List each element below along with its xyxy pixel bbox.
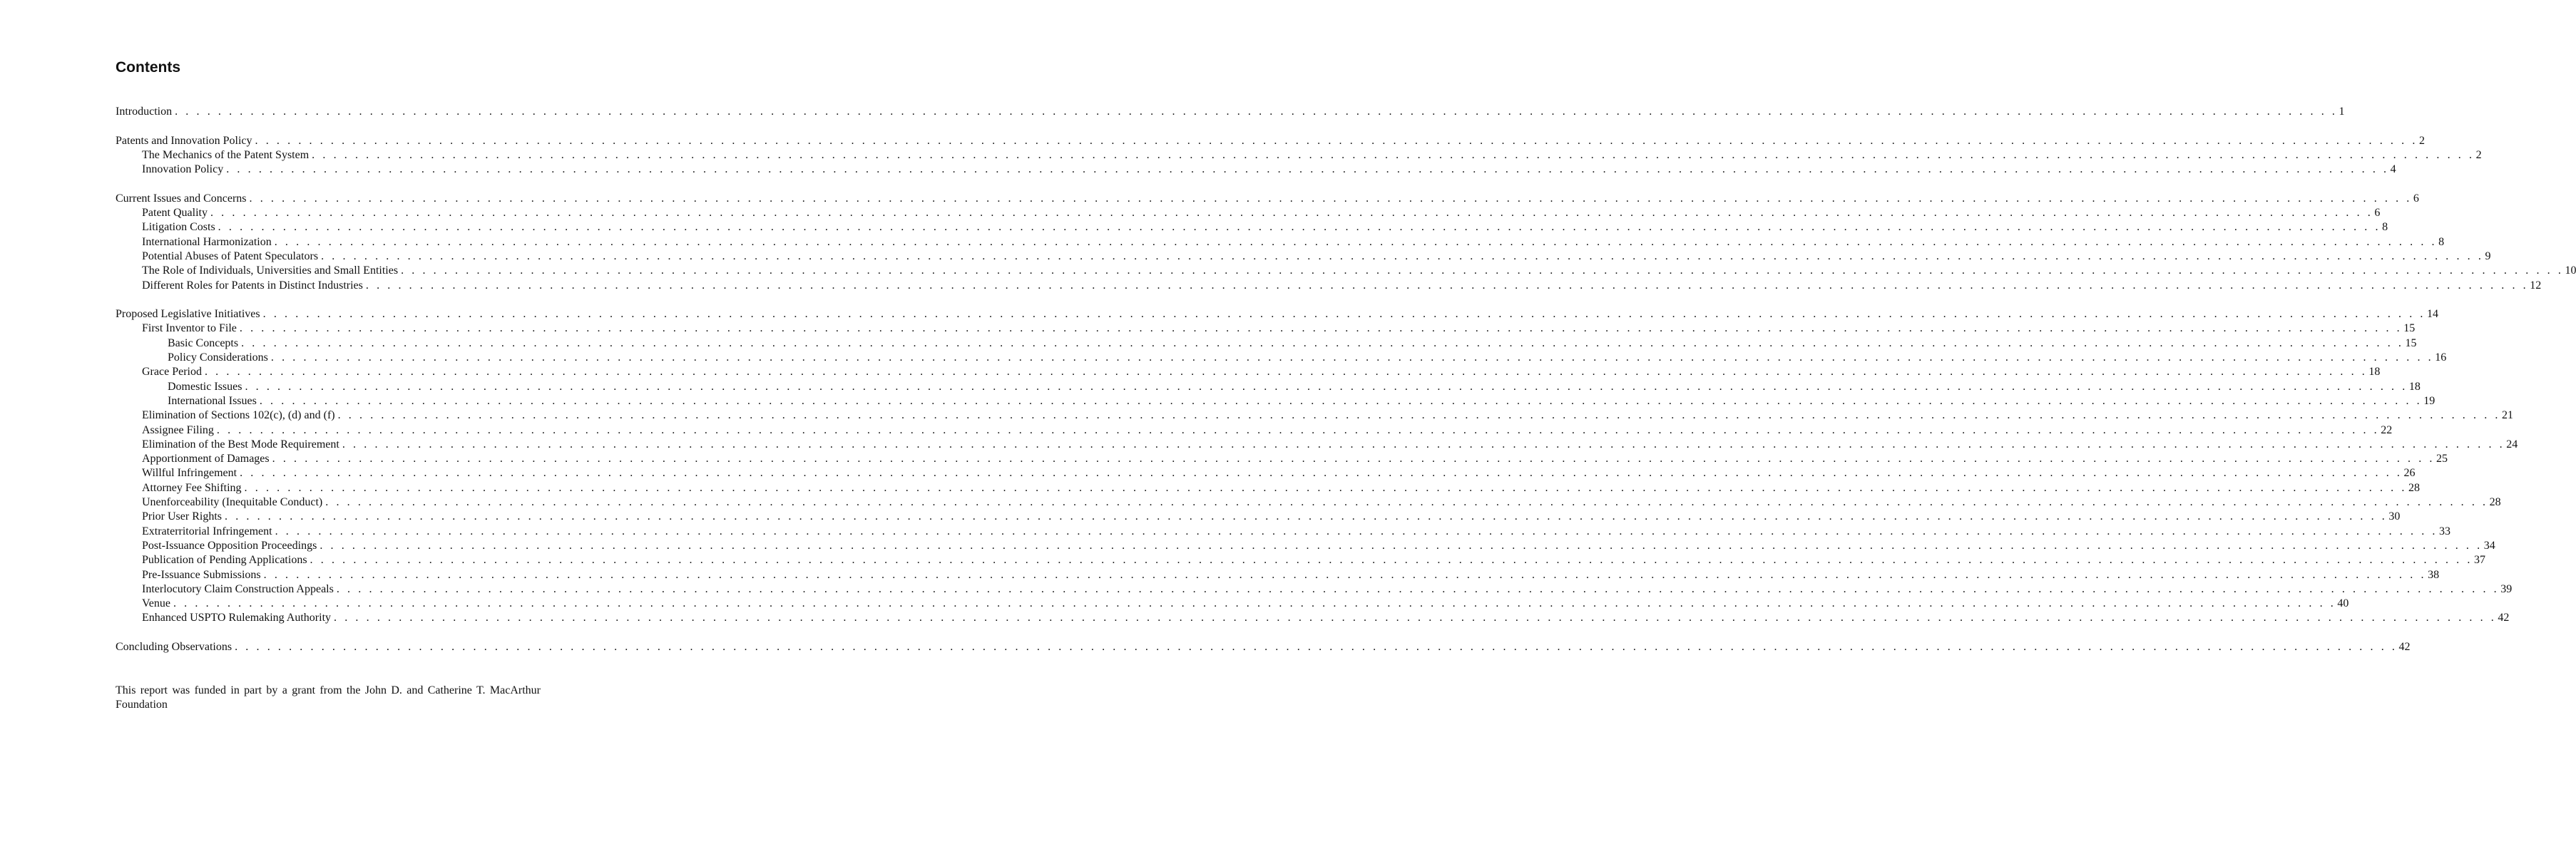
toc-entry-title: Patents and Innovation Policy — [116, 134, 252, 147]
toc-entry-title: Venue — [142, 597, 170, 610]
toc-dot-leader: . . . . . . . . . . . . . . . . . . . . . . . . . . . . . . . . . . . . . . . . . . . . . . . . . . . . . . . . . . . . . . . . . . . . . . . . . . . . . . . . . . . . . . . . . . . . . . . . . . . . . . . . . . . . . . . . . . . . . . . . . . . . . . . . . . . . . . . . . . . . . . . . . . . . . . . . . . . . . . . . . . . . . . . . . . . . . . . . . . . . . . . . . . . . . . . . . . . . . . . . — [218, 221, 2381, 234]
toc-entry-title: First Inventor to File — [142, 322, 237, 335]
toc-entry — [116, 206, 2381, 220]
toc-dot-leader: . . . . . . . . . . . . . . . . . . . . . . . . . . . . . . . . . . . . . . . . . . . . . . . . . . . . . . . . . . . . . . . . . . . . . . . . . . . . . . . . . . . . . . . . . . . . . . . . . . . . . . . . . . . . . . . . . . . . . . . . . . . . . . . . . . . . . . . . . . . . . . . . . . . . . . . . . . . . . . . . . . . . . . . . . . . . . . . . . . . . . . . . . . . . . . . . . . . . . . . . — [226, 163, 2389, 176]
toc-entry-page-number: 14 — [2427, 308, 2439, 321]
toc-entry-page-number: 9 — [2485, 249, 2491, 262]
toc-entry-title: Introduction — [116, 106, 173, 118]
toc-entry-title: Litigation Costs — [142, 221, 215, 234]
toc-dot-leader: . . . . . . . . . . . . . . . . . . . . . . . . . . . . . . . . . . . . . . . . . . . . . . . . . . . . . . . . . . . . . . . . . . . . . . . . . . . . . . . . . . . . . . . . . . . . . . . . . . . . . . . . . . . . . . . . . . . . . . . . . . . . . . . . . . . . . . . . . . . . . . . . . . . . . . . . . . . . . . . . . . . . . . . . . . . . . . . . . . . . . . . . . . . . . . . . . . . . . . . . — [263, 568, 2427, 581]
toc-entry-title: Proposed Legislative Initiatives — [116, 308, 260, 321]
toc-dot-leader: . . . . . . . . . . . . . . . . . . . . . . . . . . . . . . . . . . . . . . . . . . . . . . . . . . . . . . . . . . . . . . . . . . . . . . . . . . . . . . . . . . . . . . . . . . . . . . . . . . . . . . . . . . . . . . . . . . . . . . . . . . . . . . . . . . . . . . . . . . . . . . . . . . . . . . . . . . . . . . . . . . . . . . . . . . . . . . . . . . . . . . . . . . . . . . . . . . . . . . . . — [365, 279, 2529, 292]
toc-entry-page-number: 26 — [2403, 467, 2416, 480]
toc-entry — [116, 597, 2349, 611]
toc-entry — [116, 408, 2513, 423]
toc-dot-leader: . . . . . . . . . . . . . . . . . . . . . . . . . . . . . . . . . . . . . . . . . . . . . . . . . . . . . . . . . . . . . . . . . . . . . . . . . . . . . . . . . . . . . . . . . . . . . . . . . . . . . . . . . . . . . . . . . . . . . . . . . . . . . . . . . . . . . . . . . . . . . . . . . . . . . . . . . . . . . . . . . . . . . . . . . . . . . . . . . . . . . . . . . . . . . . . . . . . . . . . . — [240, 467, 2403, 480]
toc-entry — [116, 466, 2416, 480]
toc-dot-leader: . . . . . . . . . . . . . . . . . . . . . . . . . . . . . . . . . . . . . . . . . . . . . . . . . . . . . . . . . . . . . . . . . . . . . . . . . . . . . . . . . . . . . . . . . . . . . . . . . . . . . . . . . . . . . . . . . . . . . . . . . . . . . . . . . . . . . . . . . . . . . . . . . . . . . . . . . . . . . . . . . . . . . . . . . . . . . . . . . . . . . . . . . . . . . . . . . . . . . . . . — [244, 481, 2407, 494]
toc-entry — [116, 220, 2388, 235]
toc-entry-page-number: 21 — [2502, 409, 2513, 422]
toc-entry — [116, 539, 2495, 553]
toc-dot-leader: . . . . . . . . . . . . . . . . . . . . . . . . . . . . . . . . . . . . . . . . . . . . . . . . . . . . . . . . . . . . . . . . . . . . . . . . . . . . . . . . . . . . . . . . . . . . . . . . . . . . . . . . . . . . . . . . . . . . . . . . . . . . . . . . . . . . . . . . . . . . . . . . . . . . . . . . . . . . . . . . . . . . . . . . . . . . . . . . . . . . . . . . . . . . . . . . . . . . . . . . — [310, 554, 2473, 567]
toc-entry — [116, 611, 2510, 625]
toc-entry-page-number: 37 — [2473, 554, 2485, 567]
toc-entry — [116, 163, 2396, 177]
toc-entry-title: Grace Period — [142, 366, 202, 379]
toc-entry — [116, 321, 2416, 336]
toc-dot-leader: . . . . . . . . . . . . . . . . . . . . . . . . . . . . . . . . . . . . . . . . . . . . . . . . . . . . . . . . . . . . . . . . . . . . . . . . . . . . . . . . . . . . . . . . . . . . . . . . . . . . . . . . . . . . . . . . . . . . . . . . . . . . . . . . . . . . . . . . . . . . . . . . . . . . . . . . . . . . . . . . . . . . . . . . . . . . . . . . . . . . . . . . . . . . . . . . . . . . . . . . — [275, 525, 2438, 537]
toc-entry-page-number: 42 — [2498, 612, 2510, 624]
funding-note: This report was funded in part by a grant from the John D. and Catherine T. MacArthur Foundation — [116, 684, 541, 711]
toc-entry-page-number: 24 — [2506, 438, 2518, 451]
toc-entry-page-number: 25 — [2436, 453, 2448, 465]
toc-dot-leader: . . . . . . . . . . . . . . . . . . . . . . . . . . . . . . . . . . . . . . . . . . . . . . . . . . . . . . . . . . . . . . . . . . . . . . . . . . . . . . . . . . . . . . . . . . . . . . . . . . . . . . . . . . . . . . . . . . . . . . . . . . . . . . . . . . . . . . . . . . . . . . . . . . . . . . . . . . . . . . . . . . . . . . . . . . . . . . . . . . . . . . . . . . . . . . . . . . . . . . . . — [255, 134, 2418, 147]
toc-entry-page-number: 33 — [2439, 525, 2450, 537]
toc-entry-title: International Issues — [168, 394, 257, 407]
toc-entry-page-number: 34 — [2483, 539, 2495, 552]
toc-dot-leader: . . . . . . . . . . . . . . . . . . . . . . . . . . . . . . . . . . . . . . . . . . . . . . . . . . . . . . . . . . . . . . . . . . . . . . . . . . . . . . . . . . . . . . . . . . . . . . . . . . . . . . . . . . . . . . . . . . . . . . . . . . . . . . . . . . . . . . . . . . . . . . . . . . . . . . . . . . . . . . . . . . . . . . . . . . . . . . . . . . . . . . . . . . . . . . . . . . . . . . . . — [337, 409, 2500, 422]
toc-entry-page-number: 18 — [2408, 380, 2421, 393]
toc-entry-title: Domestic Issues — [168, 380, 242, 393]
toc-entry-title: Attorney Fee Shifting — [142, 481, 242, 494]
toc-entry-page-number: 40 — [2337, 597, 2349, 610]
toc-entry — [116, 568, 2440, 582]
toc-entry — [116, 452, 2448, 466]
toc-entry-title: Policy Considerations — [168, 351, 268, 364]
toc-dot-leader: . . . . . . . . . . . . . . . . . . . . . . . . . . . . . . . . . . . . . . . . . . . . . . . . . . . . . . . . . . . . . . . . . . . . . . . . . . . . . . . . . . . . . . . . . . . . . . . . . . . . . . . . . . . . . . . . . . . . . . . . . . . . . . . . . . . . . . . . . . . . . . . . . . . . . . . . . . . . . . . . . . . . . . . . . . . . . . . . . . . . . . . . . . . . . . . . . . . . . . . . — [262, 308, 2426, 321]
toc-entry — [116, 235, 2445, 249]
toc-entry-title: Different Roles for Patents in Distinct Industries — [142, 279, 363, 292]
toc-dot-leader: . . . . . . . . . . . . . . . . . . . . . . . . . . . . . . . . . . . . . . . . . . . . . . . . . . . . . . . . . . . . . . . . . . . . . . . . . . . . . . . . . . . . . . . . . . . . . . . . . . . . . . . . . . . . . . . . . . . . . . . . . . . . . . . . . . . . . . . . . . . . . . . . . . . . . . . . . . . . . . . . . . . . . . . . . . . . . . . . . . . . . . . . . . . . . . . . . . . . . . . . — [270, 351, 2434, 364]
toc-entry — [116, 148, 2482, 163]
toc-dot-leader: . . . . . . . . . . . . . . . . . . . . . . . . . . . . . . . . . . . . . . . . . . . . . . . . . . . . . . . . . . . . . . . . . . . . . . . . . . . . . . . . . . . . . . . . . . . . . . . . . . . . . . . . . . . . . . . . . . . . . . . . . . . . . . . . . . . . . . . . . . . . . . . . . . . . . . . . . . . . . . . . . . . . . . . . . . . . . . . . . . . . . . . . . . . . . . . . . . . . . . . . — [175, 106, 2338, 118]
toc-entry — [116, 495, 2501, 510]
toc-entry — [116, 525, 2450, 539]
toc-entry — [116, 582, 2513, 597]
toc-dot-leader: . . . . . . . . . . . . . . . . . . . . . . . . . . . . . . . . . . . . . . . . . . . . . . . . . . . . . . . . . . . . . . . . . . . . . . . . . . . . . . . . . . . . . . . . . . . . . . . . . . . . . . . . . . . . . . . . . . . . . . . . . . . . . . . . . . . . . . . . . . . . . . . . . . . . . . . . . . . . . . . . . . . . . . . . . . . . . . . . . . . . . . . . . . . . . . . . . . . . . . . . — [225, 510, 2388, 523]
toc-entry-page-number: 42 — [2398, 640, 2411, 653]
toc-entry-page-number: 4 — [2390, 163, 2396, 176]
toc-entry — [116, 438, 2518, 452]
toc-entry-page-number: 6 — [2413, 192, 2419, 205]
toc-entry — [116, 640, 2411, 654]
toc-entry-title: Potential Abuses of Patent Speculators — [142, 249, 319, 262]
toc-dot-leader: . . . . . . . . . . . . . . . . . . . . . . . . . . . . . . . . . . . . . . . . . . . . . . . . . . . . . . . . . . . . . . . . . . . . . . . . . . . . . . . . . . . . . . . . . . . . . . . . . . . . . . . . . . . . . . . . . . . . . . . . . . . . . . . . . . . . . . . . . . . . . . . . . . . . . . . . . . . . . . . . . . . . . . . . . . . . . . . . . . . . . . . . . . . . . . . . . . . . . . . . — [259, 394, 2423, 407]
toc-entry-page-number: 39 — [2500, 582, 2513, 595]
toc-entry-page-number: 1 — [2339, 106, 2345, 118]
toc-entry-title: Apportionment of Damages — [142, 453, 270, 465]
table-of-contents — [116, 105, 2576, 654]
toc-entry-title: Basic Concepts — [168, 336, 239, 349]
toc-entry-title: Current Issues and Concerns — [116, 192, 247, 205]
toc-entry — [116, 380, 2421, 394]
toc-entry-title: International Harmonization — [142, 235, 272, 248]
toc-entry-page-number: 30 — [2388, 510, 2401, 523]
toc-entry-title: Assignee Filing — [142, 423, 214, 436]
toc-entry-title: Willful Infringement — [142, 467, 237, 480]
toc-entry-page-number: 16 — [2435, 351, 2447, 364]
toc-entry — [116, 423, 2393, 438]
toc-entry-title: Pre-Issuance Submissions — [142, 568, 261, 581]
toc-entry — [116, 264, 2576, 278]
toc-entry — [116, 307, 2439, 321]
toc-dot-leader: . . . . . . . . . . . . . . . . . . . . . . . . . . . . . . . . . . . . . . . . . . . . . . . . . . . . . . . . . . . . . . . . . . . . . . . . . . . . . . . . . . . . . . . . . . . . . . . . . . . . . . . . . . . . . . . . . . . . . . . . . . . . . . . . . . . . . . . . . . . . . . . . . . . . . . . . . . . . . . . . . . . . . . . . . . . . . . . . . . . . . . . . . . . . . . . . . . . . . . . . — [401, 264, 2564, 277]
toc-dot-leader: . . . . . . . . . . . . . . . . . . . . . . . . . . . . . . . . . . . . . . . . . . . . . . . . . . . . . . . . . . . . . . . . . . . . . . . . . . . . . . . . . . . . . . . . . . . . . . . . . . . . . . . . . . . . . . . . . . . . . . . . . . . . . . . . . . . . . . . . . . . . . . . . . . . . . . . . . . . . . . . . . . . . . . . . . . . . . . . . . . . . . . . . . . . . . . . . . . . . . . . . — [321, 249, 2484, 262]
toc-dot-leader: . . . . . . . . . . . . . . . . . . . . . . . . . . . . . . . . . . . . . . . . . . . . . . . . . . . . . . . . . . . . . . . . . . . . . . . . . . . . . . . . . . . . . . . . . . . . . . . . . . . . . . . . . . . . . . . . . . . . . . . . . . . . . . . . . . . . . . . . . . . . . . . . . . . . . . . . . . . . . . . . . . . . . . . . . . . . . . . . . . . . . . . . . . . . . . . . . . . . . . . . — [334, 612, 2497, 624]
toc-entry-page-number: 6 — [2374, 207, 2381, 220]
toc-entry — [116, 510, 2401, 524]
toc-dot-leader: . . . . . . . . . . . . . . . . . . . . . . . . . . . . . . . . . . . . . . . . . . . . . . . . . . . . . . . . . . . . . . . . . . . . . . . . . . . . . . . . . . . . . . . . . . . . . . . . . . . . . . . . . . . . . . . . . . . . . . . . . . . . . . . . . . . . . . . . . . . . . . . . . . . . . . . . . . . . . . . . . . . . . . . . . . . . . . . . . . . . . . . . . . . . . . . . . . . . . . . . — [336, 582, 2500, 595]
toc-dot-leader: . . . . . . . . . . . . . . . . . . . . . . . . . . . . . . . . . . . . . . . . . . . . . . . . . . . . . . . . . . . . . . . . . . . . . . . . . . . . . . . . . . . . . . . . . . . . . . . . . . . . . . . . . . . . . . . . . . . . . . . . . . . . . . . . . . . . . . . . . . . . . . . . . . . . . . . . . . . . . . . . . . . . . . . . . . . . . . . . . . . . . . . . . . . . . . . . . . . . . . . . — [216, 423, 2380, 436]
toc-entry — [116, 553, 2485, 567]
toc-dot-leader: . . . . . . . . . . . . . . . . . . . . . . . . . . . . . . . . . . . . . . . . . . . . . . . . . . . . . . . . . . . . . . . . . . . . . . . . . . . . . . . . . . . . . . . . . . . . . . . . . . . . . . . . . . . . . . . . . . . . . . . . . . . . . . . . . . . . . . . . . . . . . . . . . . . . . . . . . . . . . . . . . . . . . . . . . . . . . . . . . . . . . . . . . . . . . . . . . . . . . . . . — [312, 148, 2475, 161]
toc-entry-title: Elimination of the Best Mode Requirement — [142, 438, 339, 451]
toc-dot-leader: . . . . . . . . . . . . . . . . . . . . . . . . . . . . . . . . . . . . . . . . . . . . . . . . . . . . . . . . . . . . . . . . . . . . . . . . . . . . . . . . . . . . . . . . . . . . . . . . . . . . . . . . . . . . . . . . . . . . . . . . . . . . . . . . . . . . . . . . . . . . . . . . . . . . . . . . . . . . . . . . . . . . . . . . . . . . . . . . . . . . . . . . . . . . . . . . . . . . . . . . — [173, 597, 2336, 610]
toc-entry-title: Post-Issuance Opposition Proceedings — [142, 539, 317, 552]
toc-entry-page-number: 18 — [2368, 366, 2381, 379]
toc-dot-leader: . . . . . . . . . . . . . . . . . . . . . . . . . . . . . . . . . . . . . . . . . . . . . . . . . . . . . . . . . . . . . . . . . . . . . . . . . . . . . . . . . . . . . . . . . . . . . . . . . . . . . . . . . . . . . . . . . . . . . . . . . . . . . . . . . . . . . . . . . . . . . . . . . . . . . . . . . . . . . . . . . . . . . . . . . . . . . . . . . . . . . . . . . . . . . . . . . . . . . . . . — [272, 453, 2436, 465]
toc-entry — [116, 105, 2345, 119]
toc-entry-title: The Role of Individuals, Universities and Small Entities — [142, 264, 399, 277]
toc-entry — [116, 279, 2542, 293]
toc-entry — [116, 134, 2425, 148]
toc-entry-page-number: 10 — [2565, 264, 2576, 277]
toc-entry-title: Prior User Rights — [142, 510, 222, 523]
toc-entry — [116, 336, 2417, 351]
toc-entry-page-number: 19 — [2423, 394, 2436, 407]
toc-entry-title: Concluding Observations — [116, 640, 232, 653]
toc-dot-leader: . . . . . . . . . . . . . . . . . . . . . . . . . . . . . . . . . . . . . . . . . . . . . . . . . . . . . . . . . . . . . . . . . . . . . . . . . . . . . . . . . . . . . . . . . . . . . . . . . . . . . . . . . . . . . . . . . . . . . . . . . . . . . . . . . . . . . . . . . . . . . . . . . . . . . . . . . . . . . . . . . . . . . . . . . . . . . . . . . . . . . . . . . . . . . . . . . . . . . . . . — [325, 496, 2488, 509]
toc-entry-page-number: 15 — [2403, 322, 2416, 335]
toc-entry — [116, 394, 2436, 408]
toc-dot-leader: . . . . . . . . . . . . . . . . . . . . . . . . . . . . . . . . . . . . . . . . . . . . . . . . . . . . . . . . . . . . . . . . . . . . . . . . . . . . . . . . . . . . . . . . . . . . . . . . . . . . . . . . . . . . . . . . . . . . . . . . . . . . . . . . . . . . . . . . . . . . . . . . . . . . . . . . . . . . . . . . . . . . . . . . . . . . . . . . . . . . . . . . . . . . . . . . . . . . . . . . — [245, 380, 2408, 393]
toc-entry-page-number: 28 — [2408, 481, 2420, 494]
toc-dot-leader: . . . . . . . . . . . . . . . . . . . . . . . . . . . . . . . . . . . . . . . . . . . . . . . . . . . . . . . . . . . . . . . . . . . . . . . . . . . . . . . . . . . . . . . . . . . . . . . . . . . . . . . . . . . . . . . . . . . . . . . . . . . . . . . . . . . . . . . . . . . . . . . . . . . . . . . . . . . . . . . . . . . . . . . . . . . . . . . . . . . . . . . . . . . . . . . . . . . . . . . . — [235, 640, 2398, 653]
toc-entry-title: Enhanced USPTO Rulemaking Authority — [142, 612, 332, 624]
toc-entry-title: The Mechanics of the Patent System — [142, 148, 310, 161]
toc-dot-leader: . . . . . . . . . . . . . . . . . . . . . . . . . . . . . . . . . . . . . . . . . . . . . . . . . . . . . . . . . . . . . . . . . . . . . . . . . . . . . . . . . . . . . . . . . . . . . . . . . . . . . . . . . . . . . . . . . . . . . . . . . . . . . . . . . . . . . . . . . . . . . . . . . . . . . . . . . . . . . . . . . . . . . . . . . . . . . . . . . . . . . . . . . . . . . . . . . . . . . . . . — [204, 366, 2368, 379]
toc-entry-page-number: 8 — [2382, 221, 2388, 234]
toc-entry — [116, 249, 2491, 264]
toc-entry-page-number: 8 — [2438, 235, 2445, 248]
toc-entry — [116, 192, 2419, 206]
toc-entry-title: Unenforceability (Inequitable Conduct) — [142, 496, 323, 509]
toc-entry — [116, 365, 2381, 379]
toc-entry-title: Interlocutory Claim Construction Appeals — [142, 582, 334, 595]
toc-entry — [116, 351, 2447, 365]
toc-entry-page-number: 38 — [2428, 568, 2440, 581]
toc-entry-page-number: 12 — [2530, 279, 2542, 292]
toc-entry-title: Patent Quality — [142, 207, 208, 220]
toc-entry-title: Elimination of Sections 102(c), (d) and (f) — [142, 409, 335, 422]
toc-entry-page-number: 28 — [2489, 496, 2501, 509]
toc-entry-title: Innovation Policy — [142, 163, 224, 176]
page-title: Contents — [116, 59, 180, 76]
toc-dot-leader: . . . . . . . . . . . . . . . . . . . . . . . . . . . . . . . . . . . . . . . . . . . . . . . . . . . . . . . . . . . . . . . . . . . . . . . . . . . . . . . . . . . . . . . . . . . . . . . . . . . . . . . . . . . . . . . . . . . . . . . . . . . . . . . . . . . . . . . . . . . . . . . . . . . . . . . . . . . . . . . . . . . . . . . . . . . . . . . . . . . . . . . . . . . . . . . . . . . . . . . . — [239, 322, 2403, 335]
toc-dot-leader: . . . . . . . . . . . . . . . . . . . . . . . . . . . . . . . . . . . . . . . . . . . . . . . . . . . . . . . . . . . . . . . . . . . . . . . . . . . . . . . . . . . . . . . . . . . . . . . . . . . . . . . . . . . . . . . . . . . . . . . . . . . . . . . . . . . . . . . . . . . . . . . . . . . . . . . . . . . . . . . . . . . . . . . . . . . . . . . . . . . . . . . . . . . . . . . . . . . . . . . . — [249, 192, 2412, 205]
toc-entry-page-number: 15 — [2405, 336, 2417, 349]
toc-entry-title: Publication of Pending Applications — [142, 554, 307, 567]
toc-dot-leader: . . . . . . . . . . . . . . . . . . . . . . . . . . . . . . . . . . . . . . . . . . . . . . . . . . . . . . . . . . . . . . . . . . . . . . . . . . . . . . . . . . . . . . . . . . . . . . . . . . . . . . . . . . . . . . . . . . . . . . . . . . . . . . . . . . . . . . . . . . . . . . . . . . . . . . . . . . . . . . . . . . . . . . . . . . . . . . . . . . . . . . . . . . . . . . . . . . . . . . . . — [274, 235, 2438, 248]
toc-dot-leader: . . . . . . . . . . . . . . . . . . . . . . . . . . . . . . . . . . . . . . . . . . . . . . . . . . . . . . . . . . . . . . . . . . . . . . . . . . . . . . . . . . . . . . . . . . . . . . . . . . . . . . . . . . . . . . . . . . . . . . . . . . . . . . . . . . . . . . . . . . . . . . . . . . . . . . . . . . . . . . . . . . . . . . . . . . . . . . . . . . . . . . . . . . . . . . . . . . . . . . . . — [342, 438, 2505, 451]
toc-dot-leader: . . . . . . . . . . . . . . . . . . . . . . . . . . . . . . . . . . . . . . . . . . . . . . . . . . . . . . . . . . . . . . . . . . . . . . . . . . . . . . . . . . . . . . . . . . . . . . . . . . . . . . . . . . . . . . . . . . . . . . . . . . . . . . . . . . . . . . . . . . . . . . . . . . . . . . . . . . . . . . . . . . . . . . . . . . . . . . . . . . . . . . . . . . . . . . . . . . . . . . . . — [241, 336, 2404, 349]
toc-entry — [116, 481, 2420, 495]
toc-entry-title: Extraterritorial Infringement — [142, 525, 272, 537]
toc-entry-page-number: 22 — [2381, 423, 2393, 436]
toc-dot-leader: . . . . . . . . . . . . . . . . . . . . . . . . . . . . . . . . . . . . . . . . . . . . . . . . . . . . . . . . . . . . . . . . . . . . . . . . . . . . . . . . . . . . . . . . . . . . . . . . . . . . . . . . . . . . . . . . . . . . . . . . . . . . . . . . . . . . . . . . . . . . . . . . . . . . . . . . . . . . . . . . . . . . . . . . . . . . . . . . . . . . . . . . . . . . . . . . . . . . . . . . — [320, 539, 2483, 552]
toc-entry-page-number: 2 — [2418, 134, 2425, 147]
toc-entry-page-number: 2 — [2475, 148, 2482, 161]
toc-dot-leader: . . . . . . . . . . . . . . . . . . . . . . . . . . . . . . . . . . . . . . . . . . . . . . . . . . . . . . . . . . . . . . . . . . . . . . . . . . . . . . . . . . . . . . . . . . . . . . . . . . . . . . . . . . . . . . . . . . . . . . . . . . . . . . . . . . . . . . . . . . . . . . . . . . . . . . . . . . . . . . . . . . . . . . . . . . . . . . . . . . . . . . . . . . . . . . . . . . . . . . . . — [210, 207, 2373, 220]
